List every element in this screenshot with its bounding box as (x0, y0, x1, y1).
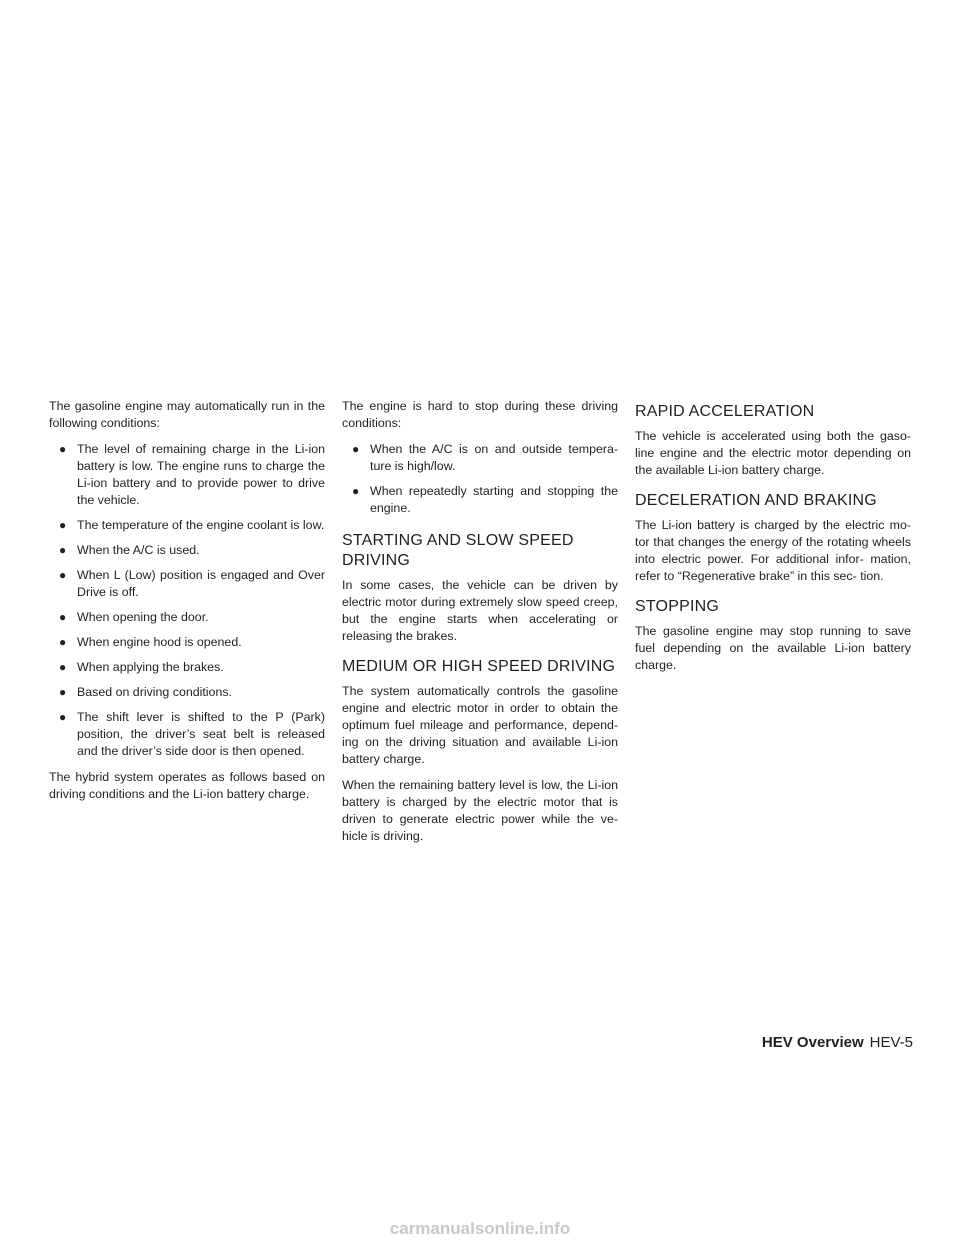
heading-deceleration: DECELERATION AND BRAKING (635, 492, 877, 509)
bullet-icon: ● (59, 660, 67, 674)
bullet-icon: ● (59, 710, 67, 724)
bullet-icon: ● (59, 610, 67, 624)
list-item: ● When L (Low) position is engaged and Over Drive is off. (59, 568, 325, 599)
footer-section-title: HEV Overview (761, 1034, 864, 1051)
paragraph-rapid: The vehicle is accelerated using both the gaso- line engine and the electric motor depending on the available Li-ion battery charge. (635, 429, 911, 477)
page-footer (762, 1034, 913, 1051)
heading-medium-high: MEDIUM OR HIGH SPEED DRIVING (342, 658, 616, 675)
bullet-icon: ● (59, 568, 67, 582)
list-item: ● When engine hood is opened. (59, 635, 242, 649)
paragraph-medium-2: When the remaining battery level is low, the Li-ion battery is charged by the electric motor that is driven to generate electric power while the ve- hicle is driving. (342, 778, 618, 843)
column-2 (342, 398, 618, 845)
list-item: ● When applying the brakes. (59, 660, 224, 674)
page-number: HEV-5 (869, 1034, 913, 1051)
bullet-icon: ● (352, 484, 360, 498)
heading-stopping: STOPPING (635, 598, 719, 615)
watermark-text: carmanualsonline.info (389, 1219, 571, 1238)
list-item: ● The shift lever is shifted to the P (Park) position, the driver’s seat belt is released and the driver’s side door is then opened. (59, 710, 325, 758)
paragraph-stopping: The gasoline engine may stop running to save fuel depending on the available Li-ion battery charge. (635, 624, 911, 672)
bullet-icon: ● (59, 635, 67, 649)
paragraph-intro: The gasoline engine may automatically run in the following conditions: (49, 399, 325, 430)
paragraph-intro: The engine is hard to stop during these driving conditions: (342, 399, 618, 430)
list-item: ● When opening the door. (59, 610, 209, 624)
bullet-icon: ● (59, 685, 67, 699)
list-item: ● When the A/C is on and outside tempera- ture is high/low. (352, 442, 618, 473)
paragraph-deceleration: The Li-ion battery is charged by the electric mo- tor that changes the energy of the rotating wheels into electric power. For additional infor- mation, refer to “Regenerative brake” in this sec- tion. (635, 518, 911, 583)
list-item: ● When the A/C is used. (59, 543, 200, 557)
list-item: ● Based on driving conditions. (59, 685, 232, 699)
heading-starting: STARTING AND SLOW SPEED DRIVING (342, 532, 574, 569)
heading-rapid-acceleration: RAPID ACCELERATION (635, 403, 815, 420)
column-1 (49, 398, 325, 803)
conditions-list (49, 441, 325, 760)
bullet-icon: ● (352, 442, 360, 456)
list-item: ● When repeatedly starting and stopping the engine. (352, 484, 618, 515)
bullet-icon: ● (59, 442, 67, 456)
column-3 (635, 402, 911, 674)
paragraph-starting: In some cases, the vehicle can be driven by electric motor during extremely slow speed creep, but the engine starts when accelerating or releasing the brakes. (342, 578, 618, 643)
list-item: ● The temperature of the engine coolant is low. (59, 518, 325, 532)
conditions-list (342, 441, 618, 517)
bullet-icon: ● (59, 543, 67, 557)
paragraph-medium-1: The system automatically controls the gasoline engine and electric motor in order to obtain the optimum fuel mileage and performance, depend- ing on the driving situation and available Li-ion battery charge. (342, 684, 618, 766)
bullet-icon: ● (59, 518, 67, 532)
list-item: ● The level of remaining charge in the Li-ion battery is low. The engine runs to charge the Li-ion battery and to provide power to drive the vehicle. (59, 442, 325, 507)
paragraph-outro: The hybrid system operates as follows based on driving conditions and the Li-ion battery charge. (49, 770, 325, 801)
